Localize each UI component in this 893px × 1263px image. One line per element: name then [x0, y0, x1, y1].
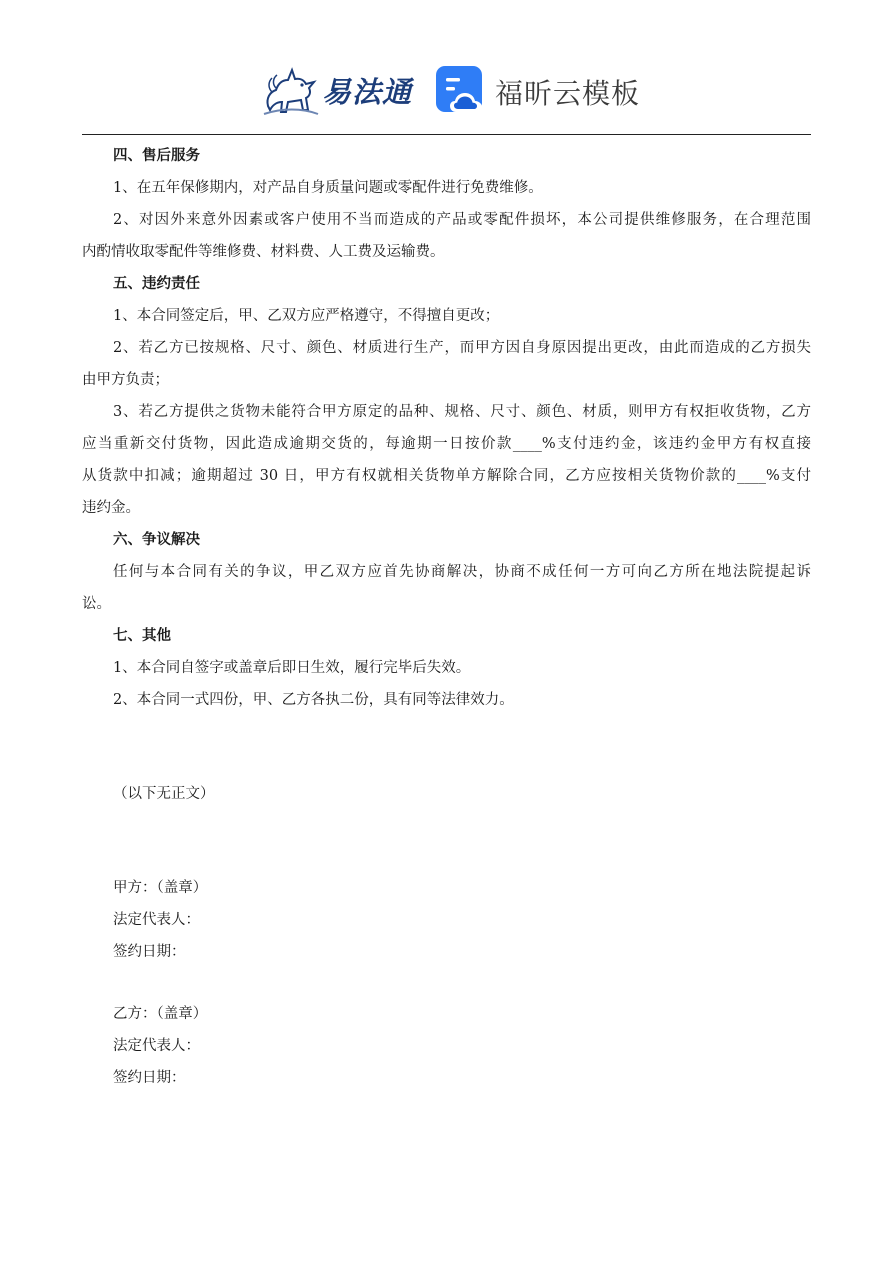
party-a-sign-date: 签约日期：	[113, 944, 186, 960]
paragraph-line: 2、对因外来意外因素或客户使用不当而造成的产品或零配件损坏，本公司提供维修服务，在合理范围	[113, 212, 811, 228]
document-body	[82, 140, 811, 1094]
unicorn-logo-icon	[262, 62, 320, 118]
paragraph-line: 从货款中扣减；逾期超过 30 日，甲方有权就相关货物单方解除合同，乙方应按相关货物价款的____%支付	[82, 468, 811, 484]
party-a-label: 甲方：（盖章）	[113, 880, 208, 896]
paragraph-line: 1、在五年保修期内，对产品自身质量问题或零配件进行免费维修。	[113, 180, 543, 196]
party-a-representative: 法定代表人：	[113, 912, 200, 928]
section-heading: 六、争议解决	[113, 531, 200, 548]
page-header	[0, 58, 893, 122]
logo1-text: 易法通	[322, 75, 413, 109]
logo2-text: 福昕云模板	[495, 77, 641, 110]
paragraph-line: 3、若乙方提供之货物未能符合甲方原定的品种、规格、尺寸、颜色、材质，则甲方有权拒收货物，乙方	[113, 404, 811, 420]
paragraph-line: 2、本合同一式四份，甲、乙方各执二份，具有同等法律效力。	[113, 692, 514, 708]
party-b-label: 乙方：（盖章）	[113, 1006, 208, 1022]
paragraph-line: 1、本合同签定后，甲、乙双方应严格遵守，不得擅自更改；	[113, 308, 500, 324]
header-divider	[82, 134, 811, 135]
paragraph-line: 应当重新交付货物，因此造成逾期交货的，每逾期一日按价款____%支付违约金，该违约金甲方有权直接	[82, 436, 811, 452]
party-b-sign-date: 签约日期：	[113, 1070, 186, 1086]
paragraph-line: 违约金。	[82, 500, 140, 516]
paragraph-line: 讼。	[82, 596, 111, 612]
paragraph-line: 2、若乙方已按规格、尺寸、颜色、材质进行生产，而甲方因自身原因提出更改，由此而造成的乙方损失	[113, 340, 811, 356]
paragraph-line: 任何与本合同有关的争议，甲乙双方应首先协商解决，协商不成任何一方可向乙方所在地法院提起诉	[113, 564, 811, 580]
section-heading: 七、其他	[113, 627, 171, 644]
end-note: （以下无正文）	[113, 786, 215, 802]
paragraph-line: 内酌情收取零配件等维修费、材料费、人工费及运输费。	[82, 244, 445, 260]
cloud-document-icon	[434, 64, 486, 116]
paragraph-line: 由甲方负责；	[82, 372, 169, 388]
paragraph-line: 1、本合同自签字或盖章后即日生效，履行完毕后失效。	[113, 660, 471, 676]
section-heading: 五、违约责任	[113, 275, 200, 292]
section-heading: 四、售后服务	[113, 147, 200, 164]
party-b-representative: 法定代表人：	[113, 1038, 200, 1054]
